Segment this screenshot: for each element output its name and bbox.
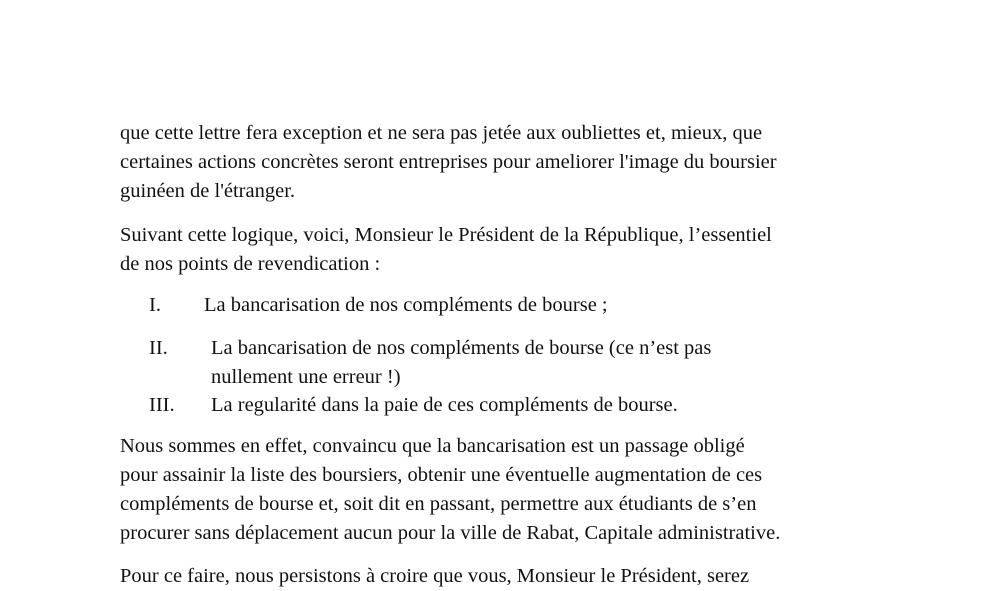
text-line: procurer sans déplacement aucun pour la ville de Rabat, Capitale administrative. xyxy=(120,522,781,544)
text-line: de nos points de revendication : xyxy=(120,253,381,275)
list-number: II. xyxy=(149,337,168,359)
text-line: que cette lettre fera exception et ne sera pas jetée aux oubliettes et, mieux, que xyxy=(120,122,763,144)
text-line: Suivant cette logique, voici, Monsieur le Président de la République, l’essentiel xyxy=(120,224,772,246)
list-item-text: La regularité dans la paie de ces compléments de bourse. xyxy=(211,394,678,416)
list-item-text: nullement une erreur !) xyxy=(211,366,401,388)
paragraph-logic xyxy=(120,221,900,279)
text-line: pour assainir la liste des boursiers, obtenir une éventuelle augmentation de ces xyxy=(120,464,763,486)
text-line: guinéen de l'étranger. xyxy=(120,180,296,202)
paragraph-conviction xyxy=(120,432,900,548)
text-line: compléments de bourse et, soit dit en passant, permettre aux étudiants de s’en xyxy=(120,493,757,515)
list-number: I. xyxy=(149,294,161,316)
list-item-text: La bancarisation de nos compléments de bourse (ce n’est pas xyxy=(211,337,712,359)
text-line: certaines actions concrètes seront entreprises pour ameliorer l'image du boursier xyxy=(120,151,777,173)
list-item-text: La bancarisation de nos compléments de bourse ; xyxy=(204,294,608,316)
paragraph-closing xyxy=(120,562,900,591)
text-line: Pour ce faire, nous persistons à croire que vous, Monsieur le Président, serez xyxy=(120,565,750,587)
text-line: Nous sommes en effet, convaincu que la bancarisation est un passage obligé xyxy=(120,435,745,457)
paragraph-intro xyxy=(120,119,900,206)
list-number: III. xyxy=(149,394,175,416)
